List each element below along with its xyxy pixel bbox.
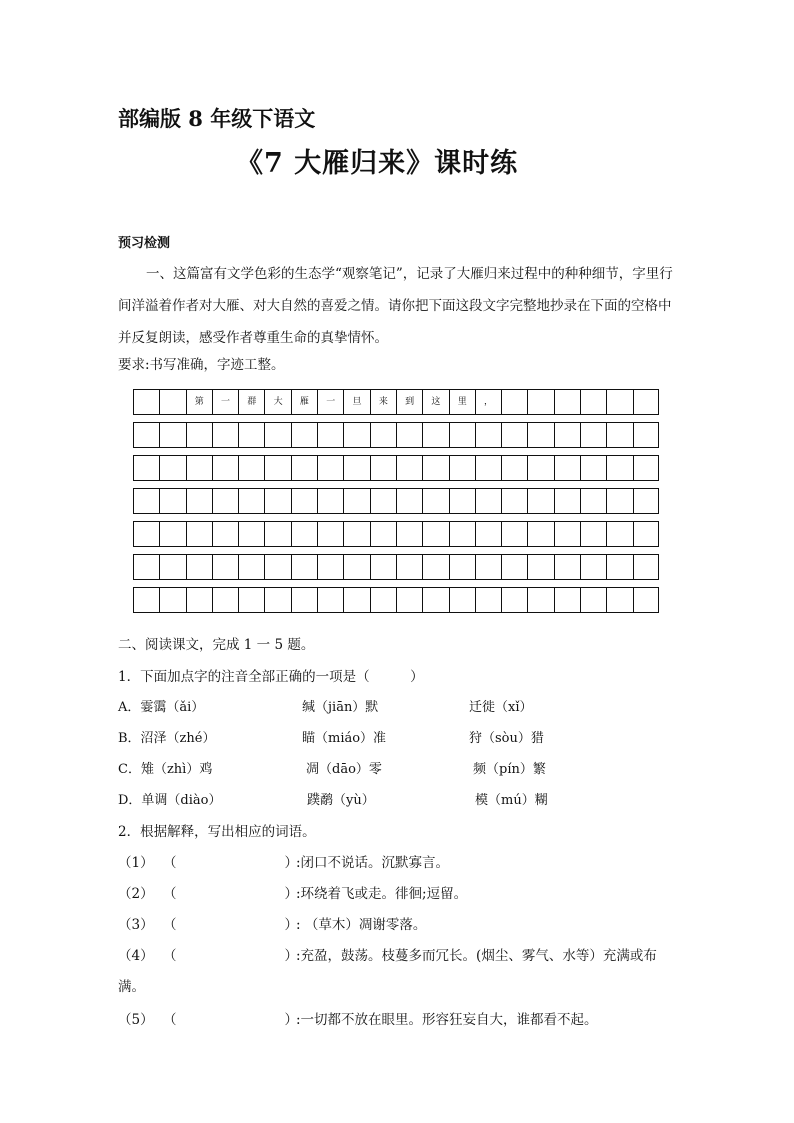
grid-cell[interactable] (187, 588, 213, 612)
grid-cell[interactable] (344, 456, 370, 480)
grid-cell[interactable] (239, 423, 265, 447)
grid-cell[interactable] (292, 489, 318, 513)
grid-cell[interactable] (160, 390, 186, 414)
grid-cell[interactable] (607, 522, 633, 546)
grid-cell[interactable] (423, 489, 449, 513)
grid-cell[interactable] (555, 423, 581, 447)
grid-cell[interactable]: ， (476, 390, 502, 414)
grid-cell[interactable] (528, 522, 554, 546)
grid-cell[interactable] (450, 555, 476, 579)
grid-cell[interactable] (371, 423, 397, 447)
grid-cell[interactable]: 来 (371, 390, 397, 414)
q2-item-5-blank: （ ） (163, 1012, 298, 1028)
grid-cell[interactable] (292, 423, 318, 447)
document-title: 部编版 8 年级下语文 (118, 106, 316, 131)
grid-cell[interactable] (555, 489, 581, 513)
option-c-3: 频（pín）繁 (473, 762, 546, 777)
grid-cell[interactable] (239, 456, 265, 480)
grid-cell[interactable] (371, 555, 397, 579)
q2-item-4-blank: （ ） (163, 948, 298, 964)
grid-cell[interactable] (502, 588, 528, 612)
q2-item-1-num: （1） (118, 855, 154, 871)
grid-cell[interactable] (187, 522, 213, 546)
grid-cell[interactable] (344, 423, 370, 447)
option-a-3: 迁徙（xǐ） (469, 700, 533, 715)
grid-cell[interactable] (397, 489, 423, 513)
grid-cell[interactable] (292, 555, 318, 579)
q2-item-4-continuation: 满。 (118, 979, 145, 995)
requirement-text: 要求:书写准确，字迹工整。 (118, 357, 285, 373)
q2-item-5-num: （5） (118, 1012, 154, 1028)
grid-cell[interactable] (318, 555, 344, 579)
grid-cell[interactable] (134, 588, 160, 612)
question-2-stem: 2．根据解释，写出相应的词语。 (118, 824, 316, 840)
grid-cell[interactable] (160, 588, 186, 612)
grid-cell[interactable] (607, 588, 633, 612)
grid-cell[interactable] (344, 522, 370, 546)
q2-item-2-definition: :环绕着飞或走。徘徊;逗留。 (296, 886, 468, 902)
grid-cell[interactable] (265, 522, 291, 546)
grid-cell[interactable] (555, 456, 581, 480)
grid-cell[interactable]: 大 (265, 390, 291, 414)
grid-cell[interactable] (292, 588, 318, 612)
grid-cell[interactable] (581, 489, 607, 513)
grid-cell[interactable] (187, 423, 213, 447)
grid-cell[interactable] (528, 390, 554, 414)
grid-cell[interactable] (134, 489, 160, 513)
grid-cell[interactable]: 雁 (292, 390, 318, 414)
grid-cell[interactable] (397, 522, 423, 546)
grid-cell[interactable] (502, 456, 528, 480)
grid-cell[interactable] (134, 456, 160, 480)
grid-cell[interactable] (187, 555, 213, 579)
grid-cell[interactable] (344, 588, 370, 612)
grid-cell[interactable] (265, 555, 291, 579)
q2-item-2-num: （2） (118, 886, 154, 902)
grid-cell[interactable] (265, 489, 291, 513)
grid-cell[interactable] (134, 390, 160, 414)
grid-cell[interactable] (634, 423, 660, 447)
grid-cell[interactable] (265, 423, 291, 447)
grid-cell[interactable] (634, 588, 660, 612)
q2-item-3-definition: : （草木）凋谢零落。 (296, 917, 427, 933)
grid-cell[interactable] (344, 555, 370, 579)
grid-cell[interactable] (397, 456, 423, 480)
grid-row (133, 587, 659, 613)
grid-cell[interactable] (476, 423, 502, 447)
grid-cell[interactable] (634, 522, 660, 546)
grid-cell[interactable] (160, 423, 186, 447)
grid-cell[interactable] (318, 423, 344, 447)
grid-cell[interactable] (502, 522, 528, 546)
grid-cell[interactable] (476, 522, 502, 546)
grid-cell[interactable] (476, 489, 502, 513)
grid-cell[interactable] (528, 423, 554, 447)
grid-cell[interactable] (476, 588, 502, 612)
grid-cell[interactable] (160, 555, 186, 579)
grid-cell[interactable] (397, 588, 423, 612)
option-d-3: 模（mú）糊 (475, 793, 548, 808)
grid-cell[interactable] (134, 423, 160, 447)
grid-cell[interactable] (239, 489, 265, 513)
grid-cell[interactable] (213, 423, 239, 447)
grid-cell[interactable] (450, 423, 476, 447)
grid-cell[interactable] (555, 390, 581, 414)
grid-cell[interactable] (160, 522, 186, 546)
grid-cell[interactable] (528, 489, 554, 513)
grid-cell[interactable] (213, 555, 239, 579)
grid-cell[interactable] (607, 555, 633, 579)
grid-cell[interactable] (397, 423, 423, 447)
option-c-1: C．雉（zhì）鸡 (118, 762, 213, 777)
grid-cell[interactable] (160, 456, 186, 480)
q2-item-4-definition: :充盈，鼓荡。枝蔓多而冗长。(烟尘、雾气、水等）充满或布 (296, 948, 657, 964)
q2-item-4-num: （4） (118, 948, 154, 964)
grid-cell[interactable] (607, 390, 633, 414)
grid-cell[interactable] (318, 522, 344, 546)
grid-cell[interactable] (450, 456, 476, 480)
grid-cell[interactable] (160, 489, 186, 513)
grid-row (133, 521, 659, 547)
grid-cell[interactable] (292, 456, 318, 480)
grid-cell[interactable] (292, 522, 318, 546)
grid-cell[interactable] (265, 456, 291, 480)
grid-cell[interactable] (318, 456, 344, 480)
grid-cell[interactable] (581, 390, 607, 414)
grid-cell[interactable] (187, 489, 213, 513)
q2-item-1-definition: :闭口不说话。沉默寡言。 (296, 855, 450, 871)
option-a-1: A．霎霭（ǎi） (118, 700, 205, 715)
grid-cell[interactable] (134, 555, 160, 579)
q2-item-2-blank: （ ） (163, 886, 298, 902)
grid-cell[interactable]: 旦 (344, 390, 370, 414)
grid-cell[interactable] (634, 489, 660, 513)
q2-item-3-blank: （ ） (163, 917, 298, 933)
grid-cell[interactable] (502, 390, 528, 414)
grid-cell[interactable] (581, 423, 607, 447)
grid-cell[interactable] (581, 588, 607, 612)
instruction-paragraph (118, 258, 680, 354)
option-d-1: D．单调（diào） (118, 793, 222, 808)
grid-cell[interactable]: 里 (450, 390, 476, 414)
grid-cell[interactable] (239, 555, 265, 579)
question-1-stem: 1．下面加点字的注音全部正确的一项是（ ） (118, 669, 424, 685)
grid-cell[interactable] (423, 423, 449, 447)
grid-cell[interactable] (476, 555, 502, 579)
grid-cell[interactable] (581, 456, 607, 480)
grid-cell[interactable] (502, 555, 528, 579)
grid-cell[interactable] (239, 588, 265, 612)
grid-cell[interactable] (318, 588, 344, 612)
grid-cell[interactable] (607, 489, 633, 513)
grid-cell[interactable] (528, 456, 554, 480)
q2-item-3-num: （3） (118, 917, 154, 933)
grid-cell[interactable] (423, 588, 449, 612)
lesson-title: 《7 大雁归来》课时练 (236, 148, 519, 179)
grid-cell[interactable] (450, 489, 476, 513)
grid-cell[interactable] (581, 522, 607, 546)
grid-cell[interactable]: 第 (187, 390, 213, 414)
grid-cell[interactable] (213, 588, 239, 612)
grid-cell[interactable] (528, 555, 554, 579)
grid-cell[interactable] (318, 489, 344, 513)
grid-cell[interactable] (502, 423, 528, 447)
grid-cell[interactable] (528, 588, 554, 612)
grid-cell[interactable] (371, 489, 397, 513)
grid-cell[interactable] (213, 456, 239, 480)
option-a-2: 缄（jiān）默 (302, 700, 379, 715)
grid-cell[interactable] (134, 522, 160, 546)
grid-cell[interactable] (239, 522, 265, 546)
grid-cell[interactable] (555, 588, 581, 612)
grid-row (133, 455, 659, 481)
grid-cell[interactable] (265, 588, 291, 612)
grid-cell[interactable] (371, 588, 397, 612)
grid-cell[interactable] (371, 456, 397, 480)
grid-row (133, 422, 659, 448)
grid-row (133, 554, 659, 580)
grid-cell[interactable] (450, 522, 476, 546)
option-b-2: 瞄（miáo）准 (302, 731, 387, 746)
grid-cell[interactable]: 到 (397, 390, 423, 414)
grid-cell[interactable] (634, 555, 660, 579)
grid-cell[interactable] (634, 390, 660, 414)
reading-heading: 二、阅读课文，完成 1 一 5 题。 (118, 637, 315, 653)
grid-cell[interactable] (397, 555, 423, 579)
grid-cell[interactable] (555, 522, 581, 546)
instruction-text: 一、这篇富有文学色彩的生态学“观察笔记”，记录了大雁归来过程中的种种细节，字里行间洋溢着作者对大雁、对大自然的喜爱之情。请你把下面这段文字完整地抄录在下面的空格中并反复朗读，感受作者尊重生命的真挚情怀。 (118, 266, 673, 346)
option-c-2: 凋（dāo）零 (306, 762, 382, 777)
grid-cell[interactable] (607, 456, 633, 480)
grid-cell[interactable] (581, 555, 607, 579)
grid-cell[interactable] (607, 423, 633, 447)
option-b-3: 狩（sòu）猎 (469, 731, 544, 746)
grid-cell[interactable] (371, 522, 397, 546)
grid-cell[interactable] (634, 456, 660, 480)
grid-cell[interactable] (423, 555, 449, 579)
option-d-2: 蹼鹬（yù） (307, 793, 375, 808)
grid-cell[interactable] (502, 489, 528, 513)
grid-cell[interactable] (344, 489, 370, 513)
q2-item-5-definition: :一切都不放在眼里。形容狂妄自大，谁都看不起。 (296, 1012, 598, 1028)
grid-cell[interactable]: 这 (423, 390, 449, 414)
grid-cell[interactable]: 一 (213, 390, 239, 414)
option-b-1: B．沼泽（zhé） (118, 731, 216, 746)
grid-cell[interactable] (555, 555, 581, 579)
grid-cell[interactable]: 群 (239, 390, 265, 414)
grid-cell[interactable] (450, 588, 476, 612)
grid-cell[interactable] (476, 456, 502, 480)
grid-cell[interactable] (187, 456, 213, 480)
grid-cell[interactable] (213, 489, 239, 513)
grid-cell[interactable] (423, 522, 449, 546)
grid-cell[interactable] (213, 522, 239, 546)
grid-row (133, 488, 659, 514)
q2-item-1-blank: （ ） (163, 855, 298, 871)
grid-cell[interactable] (423, 456, 449, 480)
section-heading-preview: 预习检测 (118, 236, 171, 251)
grid-cell[interactable]: 一 (318, 390, 344, 414)
grid-row (133, 389, 659, 415)
